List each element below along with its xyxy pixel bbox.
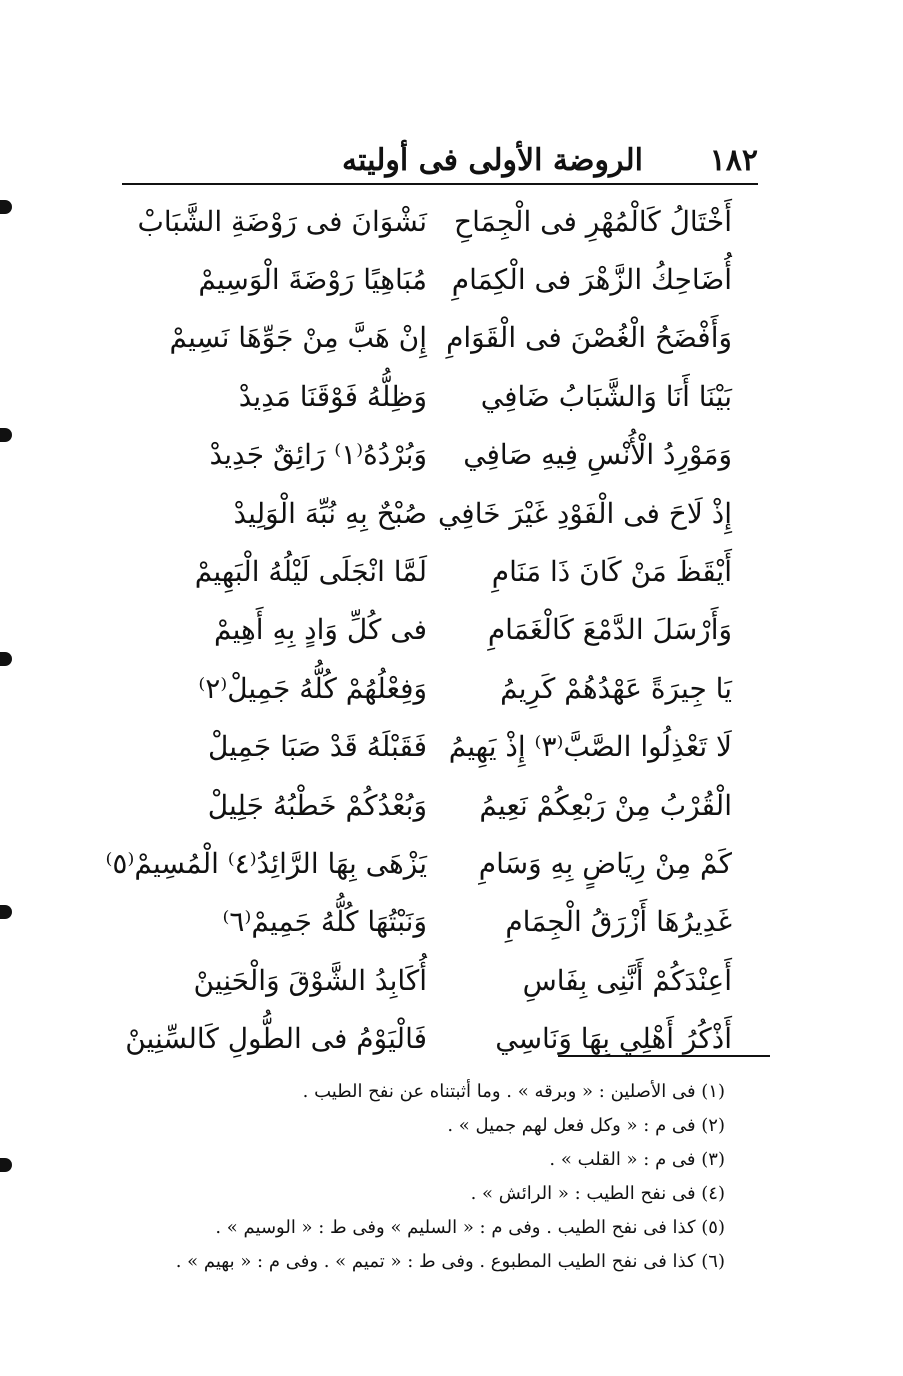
verse-first-hemistich: أَعِنْدَكُمْ أَنَّنِى بِفَاسِ (522, 963, 732, 997)
verse-first-hemistich: أَذْكُرُ أَهْلِي بِهَا وَنَاسِي (495, 1022, 732, 1056)
verse-second-hemistich: فَقَبْلَهُ قَدْ صَبَا جَمِيلْ (208, 730, 427, 764)
verse-line (122, 776, 732, 834)
verse-first-hemistich: أَخْتَالُ كَالْمُهْرِ فى الْجِمَاحِ (454, 204, 732, 238)
verse-line (122, 951, 732, 1009)
verse-second-hemistich: وَبُعْدُكُمْ خَطْبُهُ جَلِيلْ (207, 788, 427, 822)
verse-second-hemistich: يَزْهَى بِهَا الرَّائِدُ⁽٤⁾ الْمُسِيمْ⁽٥⁾ (105, 846, 427, 880)
verse-line (122, 601, 732, 659)
verse-second-hemistich: وَنَبْتُهَا كُلُّهُ جَمِيمْ⁽٦⁾ (222, 905, 427, 939)
verse-second-hemistich: نَشْوَانَ فى رَوْضَةِ الشَّبَابْ (137, 204, 427, 238)
verse-first-hemistich: وَأَرْسَلَ الدَّمْعَ كَالْغَمَامِ (487, 613, 732, 647)
verse-first-hemistich: كَمْ مِنْ رِيَاضٍ بِهِ وَسَامِ (478, 846, 732, 880)
verse-second-hemistich: أُكَابِدُ الشَّوْقَ وَالْحَنِينْ (193, 963, 427, 997)
verse-line (122, 250, 732, 308)
verse-line (122, 659, 732, 717)
verse-first-hemistich: لَا تَعْذِلُوا الصَّبَّ⁽٣⁾ إِذْ يَهِيمُ (448, 730, 732, 764)
verse-second-hemistich: وَبُرْدُهُ⁽١⁾ رَائِقٌ جَدِيدْ (209, 438, 427, 472)
verse-line (122, 542, 732, 600)
running-title: الروضة الأولى فى أوليته (342, 142, 643, 178)
footnote: (٦) كذا فى نفح الطيب المطبوع . وفى ط : « تميم » . وفى م : « بهيم » . (175, 1251, 725, 1272)
binding-mark (0, 905, 12, 919)
binding-mark (0, 1158, 12, 1172)
verse-first-hemistich: أَيْقَظَ مَنْ كَانَ ذَا مَنَامِ (491, 555, 732, 589)
verse-first-hemistich: بَيْنَا أَنَا وَالشَّبَابُ ضَافِي (480, 379, 732, 413)
footnote-rule (558, 1055, 770, 1057)
verse-line (105, 834, 732, 892)
verse-second-hemistich: لَمَّا انْجَلَى لَيْلُهُ الْبَهِيمْ (194, 555, 427, 589)
footnote: (٤) فى نفح الطيب : « الرائش » . (470, 1183, 725, 1204)
verse-second-hemistich: صُبْحٌ بِهِ نُبِّهَ الْوَلِيدْ (233, 496, 427, 530)
poem (105, 192, 732, 1068)
verse-second-hemistich: فى كُلِّ وَادٍ بِهِ أَهِيمْ (213, 613, 427, 647)
verse-first-hemistich: الْقُرْبُ مِنْ رَبْعِكُمْ نَعِيمُ (479, 788, 732, 822)
verse-second-hemistich: مُبَاهِيًا رَوْضَةَ الْوَسِيمْ (198, 263, 427, 297)
binding-mark (0, 200, 12, 214)
verse-line (122, 367, 732, 425)
binding-mark (0, 428, 12, 442)
verse-line (122, 718, 732, 776)
verse-first-hemistich: وَأَفْضَحُ الْغُصْنَ فى الْقَوَامِ (446, 321, 732, 355)
footnote: (٥) كذا فى نفح الطيب . وفى م : « السليم » وفى ط : « الوسيم » . (215, 1217, 725, 1238)
verse-first-hemistich: غَدِيرُهَا أَزْرَقُ الْجِمَامِ (505, 905, 732, 939)
verse-line (122, 1009, 732, 1067)
footnote: (١) فى الأصلين : « وبرقه » . وما أثبتناه عن نفح الطيب . (302, 1081, 725, 1102)
verse-line (122, 426, 732, 484)
verse-line (122, 484, 732, 542)
verse-second-hemistich: وَظِلُّهُ فَوْقَنَا مَدِيدْ (238, 379, 427, 413)
verse-second-hemistich: وَفِعْلُهُمْ كُلُّهُ جَمِيلْ⁽٢⁾ (198, 671, 427, 705)
page-header (122, 138, 758, 182)
verse-first-hemistich: أُضَاحِكُ الزَّهْرَ فى الْكِمَامِ (451, 263, 732, 297)
footnote: (٣) فى م : « القلب » . (549, 1149, 725, 1170)
verse-second-hemistich: فَالْيَوْمُ فى الطُّولِ كَالسِّنِينْ (125, 1022, 427, 1056)
page-number: ١٨٢ (709, 142, 758, 178)
verse-line (122, 893, 732, 951)
binding-mark (0, 652, 12, 666)
header-rule (122, 183, 758, 185)
verse-first-hemistich: وَمَوْرِدُ الْأُنْسِ فِيهِ صَافِي (463, 438, 732, 472)
footnotes (150, 1075, 725, 1279)
verse-first-hemistich: إِذْ لَاحَ فى الْفَوْدِ غَيْرَ خَافِي (437, 496, 732, 530)
verse-line (122, 192, 732, 250)
verse-first-hemistich: يَا جِيرَةً عَهْدُهُمْ كَرِيمُ (500, 671, 732, 705)
verse-second-hemistich: إِنْ هَبَّ مِنْ جَوِّهَا نَسِيمْ (169, 321, 427, 355)
footnote: (٢) فى م : « وكل فعل لهم جميل » . (447, 1115, 725, 1136)
verse-line (122, 309, 732, 367)
